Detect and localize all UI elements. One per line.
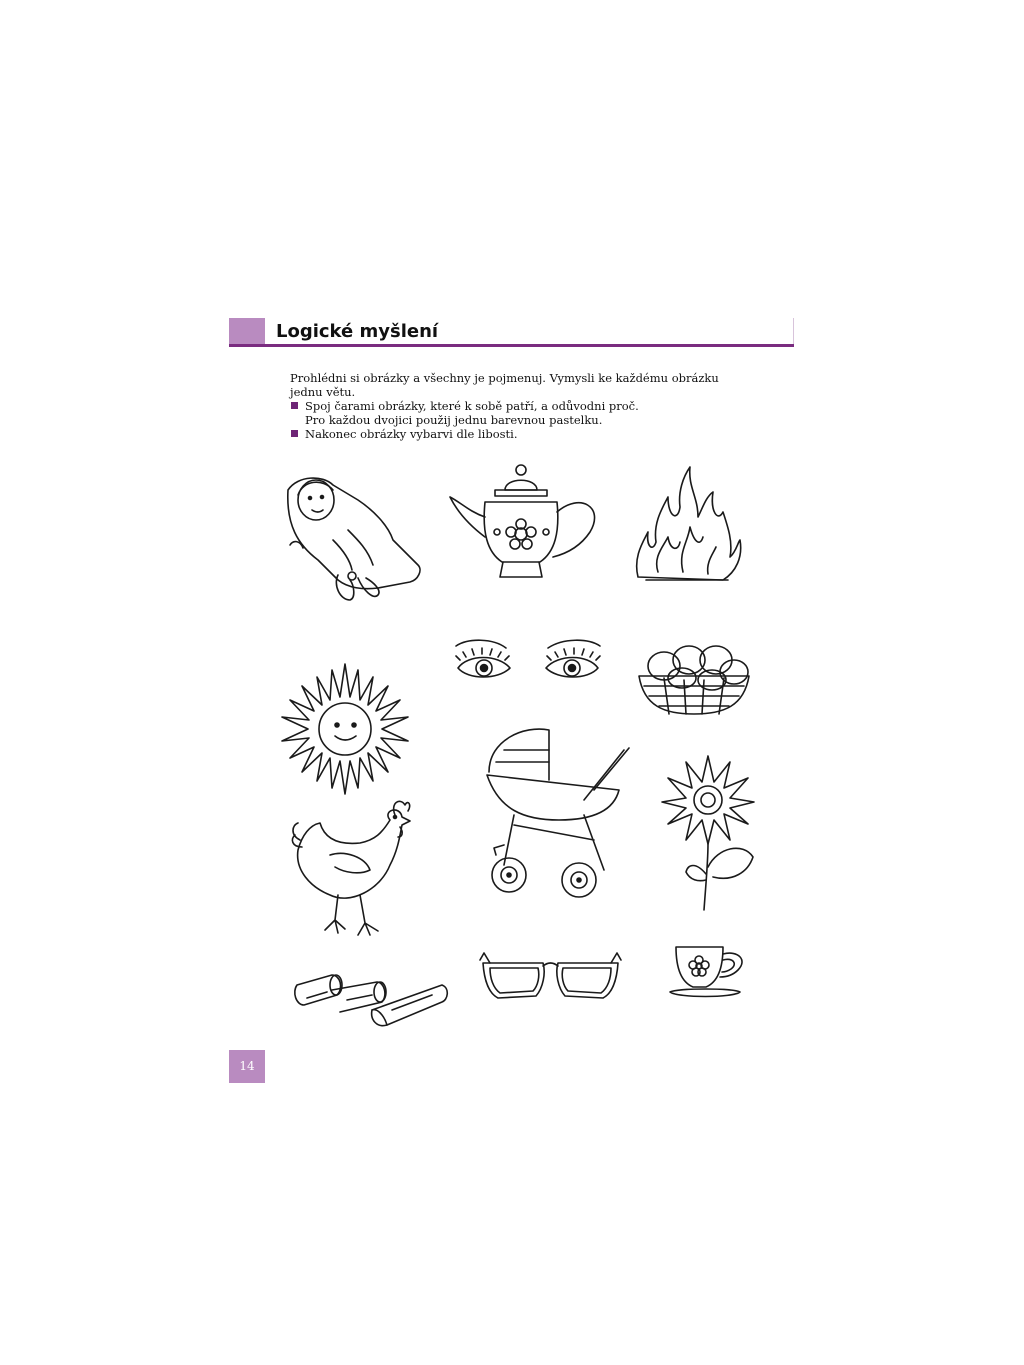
- page-number: 14: [239, 1059, 255, 1073]
- header-underline: [229, 344, 794, 347]
- baby-icon: [278, 470, 428, 610]
- egg-basket-icon: [634, 636, 754, 716]
- sunflower-icon: [658, 752, 758, 912]
- sun-icon: [278, 662, 413, 797]
- teacup-icon: [668, 942, 750, 1002]
- hen-icon: [290, 795, 415, 945]
- firewood-icon: [292, 970, 452, 1035]
- eyes-icon: [448, 636, 608, 691]
- glasses-icon: [478, 948, 623, 1003]
- instruction-continuation: [290, 413, 750, 427]
- instruction-bullet-text: Spoj čarami obrázky, které k sobě patří, a odůvodni proč.: [305, 399, 639, 413]
- header-accent-block: [229, 318, 265, 345]
- bullet-square-icon: [291, 402, 298, 409]
- stroller-icon: [484, 720, 634, 900]
- instruction-bullet: [290, 427, 750, 441]
- teapot-icon: [445, 462, 600, 582]
- page-title: Logické myšlení: [276, 321, 439, 342]
- header-edge-line: [793, 318, 794, 345]
- instruction-bullet: [290, 399, 750, 413]
- fire-icon: [628, 462, 748, 587]
- instruction-bullet-text: Nakonec obrázky vybarvi dle libosti.: [305, 427, 518, 441]
- bullet-square-icon: [291, 430, 298, 437]
- instruction-intro: Prohlédni si obrázky a všechny je pojmenuj. Vymysli ke každému obrázku jednu větu.: [290, 371, 719, 399]
- instructions: [290, 371, 750, 441]
- instruction-bullet-text: Pro každou dvojici použij jednu barevnou pastelku.: [305, 413, 603, 427]
